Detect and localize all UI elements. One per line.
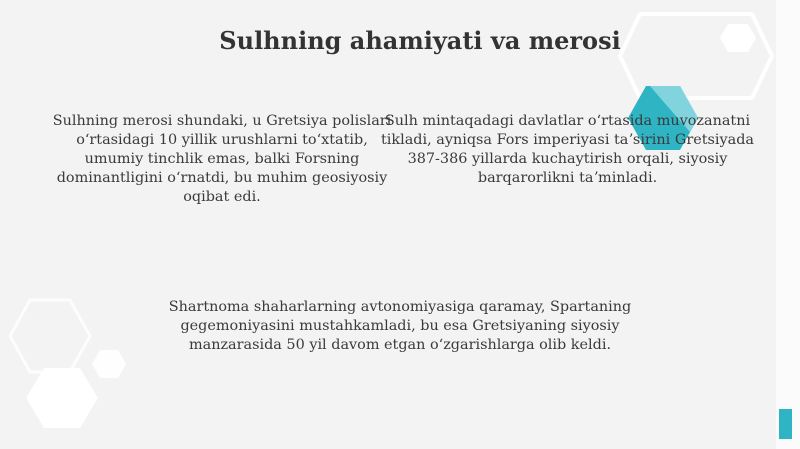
- paragraph-balance: Sulh mintaqadagi davlatlar oʻrtasida muvozanatni tikladi, ayniqsa Fors imperiyasi taʼsirini Gretsiyada 387-386 yillarda kuchaytirish orqali, siyosiy barqarorlikni taʼminladi.: [380, 113, 755, 186]
- hexagon-outline-bottom: [10, 300, 90, 372]
- slide-title: Sulhning ahamiyati va merosi: [219, 26, 621, 55]
- hexagon-white-bottom-left: [26, 368, 98, 428]
- hexagon-white-small: [720, 24, 756, 52]
- edge-accent-marker: [779, 409, 792, 439]
- paragraph-legacy: Sulhning merosi shundaki, u Gretsiya polislari oʻrtasidagi 10 yillik urushlarni toʻxtatib, umumiy tinchlik emas, balki Forsning dominantligini oʻrnatdi, bu muhim geosiyosiy oqibat edi.: [52, 113, 392, 205]
- paragraph-sparta: Shartnoma shaharlarning avtonomiyasiga qaramay, Spartaning gegemoniyasini mustahkamladi, bu esa Gretsiyaning siyosiy manzarasida 50 yil davom etgan oʻzgarishlarga olib keldi.: [168, 299, 632, 353]
- hexagon-white-bottom-small: [92, 350, 126, 378]
- right-edge-panel: [776, 0, 800, 449]
